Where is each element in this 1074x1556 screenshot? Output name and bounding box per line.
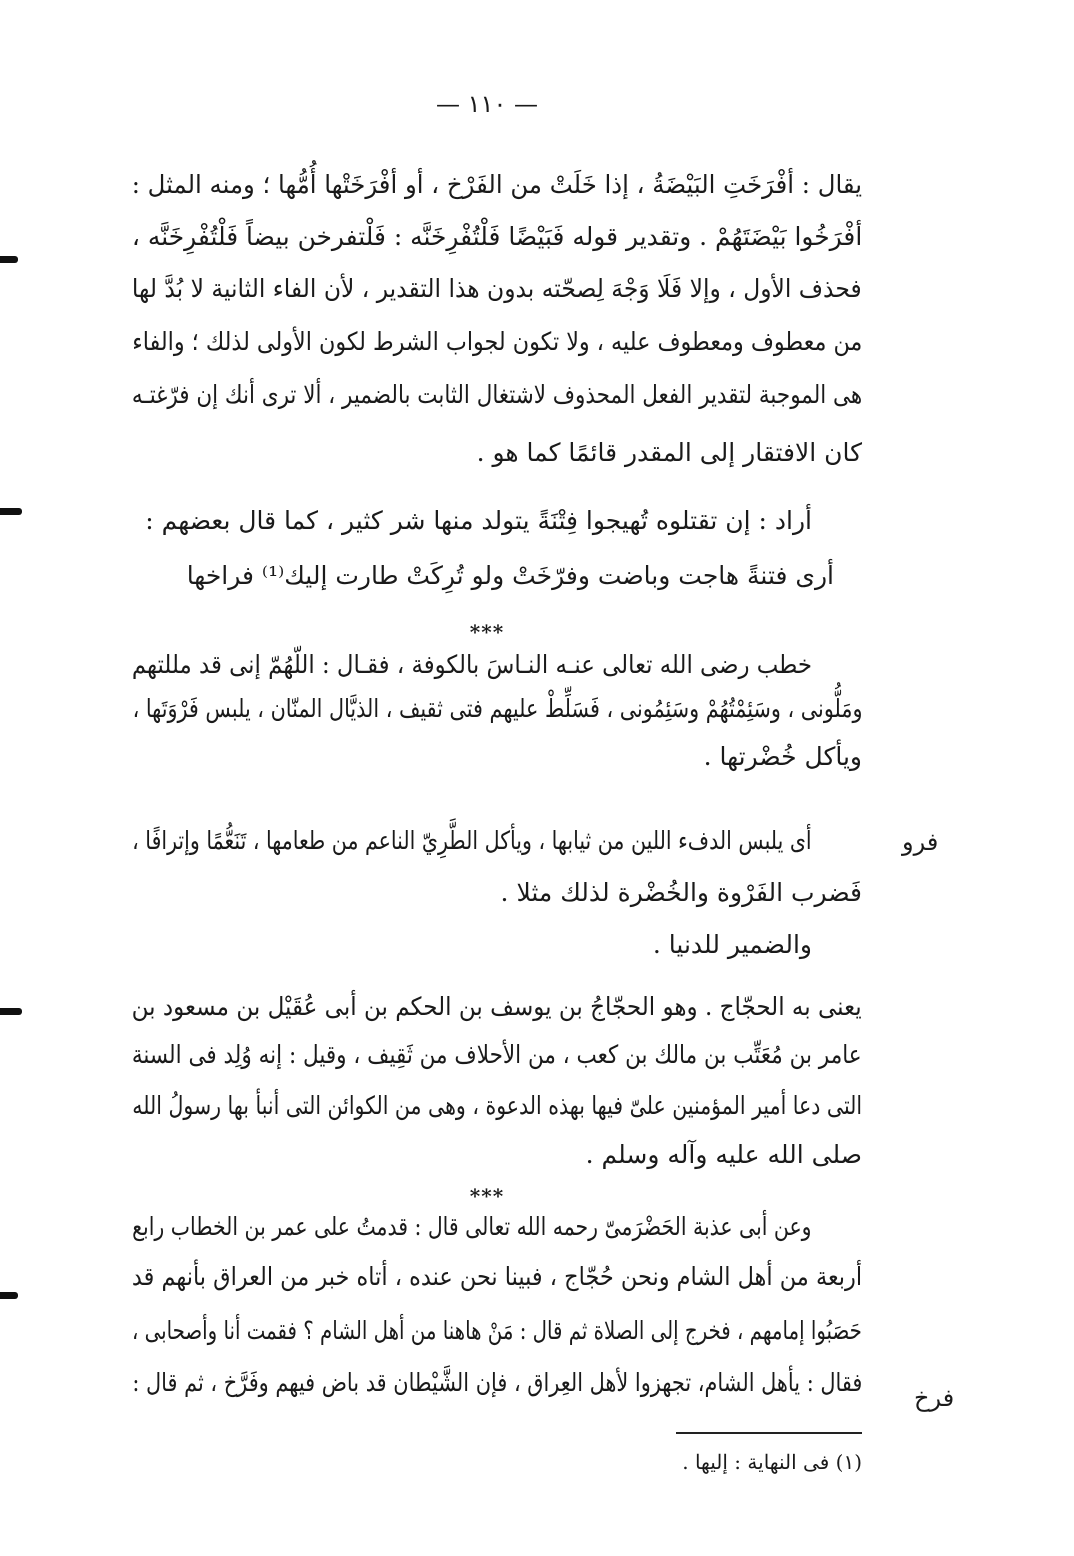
- section-separator: ***: [469, 1184, 505, 1208]
- text-line: يعنى به الحجّاج . وهو الحجّاجُ بن يوسف بن الحكم بن أبى عُقَيْل بن مسعود بن: [131, 992, 862, 1021]
- footnote: (١) فى النهاية : إليها .: [682, 1450, 862, 1474]
- page-number: — ١١٠ —: [436, 90, 538, 118]
- text-line: عامر بن مُعَتِّب بن مالك بن كعب ، من الأحلاف من ثَقِيف ، وقيل : إنه وُلِد فى السنة: [132, 1040, 862, 1069]
- text-line: ويأكل خُضْرتها .: [703, 742, 862, 771]
- text-line: فَضرب الفَرْوة والخُضْرة لذلك مثلا .: [500, 878, 862, 907]
- scan-edge-mark: [0, 1008, 22, 1015]
- margin-headword: فرو: [902, 828, 939, 856]
- text-line: خطب رضى الله تعالى عنـه النـاسَ بالكوفة ، فقـال : اللّهُمّ إنى قد مللتهم: [131, 650, 812, 679]
- text-line: أربعة من أهل الشام ونحن حُجّاج ، فبينا نحن عنده ، أتاه خبر من العراق بأنهم قد: [131, 1262, 862, 1291]
- footnote-rule: [676, 1432, 862, 1434]
- text-line: أى يلبس الدفء اللين من ثيابها ، ويأكل الطَّرِيّ الناعم من طعامها ، تَنَعُّمًا وإترافًا ،: [132, 826, 812, 855]
- text-line: التى دعا أمير المؤمنين علىّ فيها بهذه الدعوة ، وهى من الكوائن التى أنبأ بها رسولُ الله: [132, 1091, 862, 1120]
- text-line: هى الموجبة لتقدير الفعل المحذوف لاشتغال الثابت بالضمير ، ألا ترى أنك إن فرّغتـه: [131, 380, 862, 409]
- scan-edge-mark: [0, 256, 18, 263]
- text-line: وعن أبى عذبة الحَضْرَمىّ رحمه الله تعالى قال : قدمتُ على عمر بن الخطاب رابع: [132, 1212, 812, 1241]
- text-line: كان الافتقار إلى المقدر قائمًا كما هو .: [476, 438, 862, 467]
- scan-edge-mark: [0, 1292, 18, 1299]
- text-line: والضمير للدنيا .: [652, 930, 812, 959]
- text-line: يقال : أفْرَخَتِ البَيْضَةُ ، إذا خَلَتْ من الفَرْخ ، أو أفْرَخَتْها أُمُّها ؛ ومنه المثل :: [131, 170, 862, 199]
- text-line: فقال : يأهل الشام، تجهزوا لأهل العِراق ، فإن الشَّيْطان قد باض فيهم وفَرَّخ ، ثم قال :: [131, 1368, 862, 1397]
- text-line: ومَلُّونى ، وسَئِمْتُهُمْ وسَئِمُونى ، فَسَلِّطْ عليهم فتى ثقيف ، الذيَّال المنّان ، يلبس فَرْوَتَها ،: [132, 694, 862, 723]
- margin-headword: فرخ: [914, 1384, 955, 1412]
- text-line: صلى الله عليه وآله وسلم .: [585, 1140, 862, 1169]
- section-separator: ***: [469, 620, 505, 644]
- text-line: أفْرَخُوا بَيْضَتَهُمْ . وتقدير قوله فَبَيْضًا فَلْتُفْرِخَنَّه : فَلْتفرخن بيضاً فَلْتُفْرِخَنَّه ،: [131, 222, 862, 251]
- text-line: من معطوف ومعطوف عليه ، ولا تكون لجواب الشرط لكون الأولى لذلك ؛ والفاء: [131, 327, 862, 356]
- text-line: أراد : إن تقتلوه تُهيجوا فِتْنَةً يتولد منها شر كثير ، كما قال بعضهم :: [145, 506, 812, 535]
- text-line: فحذف الأول ، وإلا فَلَا وَجْهَ لِصحّته بدون هذا التقدير ، لأن الفاء الثانية لا بُدَّ لها: [132, 274, 862, 303]
- verse-line: أرى فتنةً هاجت وباضت وفرّخَتْ ولو تُرِكَتْ طارت إليك⁽¹⁾ فراخها: [186, 561, 834, 590]
- scan-edge-mark: [0, 508, 22, 515]
- text-line: حَصَبُوا إمامهم ، فخرج إلى الصلاة ثم قال : مَنْ هاهنا من أهل الشام ؟ فقمت أنا وأصحابى ،: [132, 1316, 862, 1345]
